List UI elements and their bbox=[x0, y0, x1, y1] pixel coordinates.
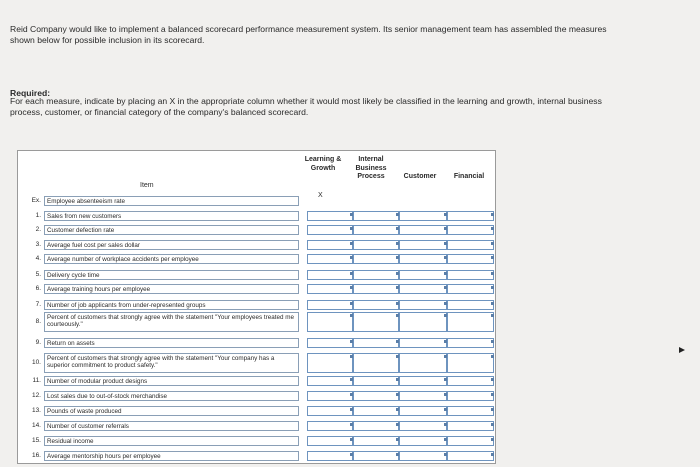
row-item-text: Number of modular product designs bbox=[44, 376, 299, 386]
row-item-text: Residual income bbox=[44, 436, 299, 446]
financial-input[interactable] bbox=[447, 300, 494, 310]
internal-process-input[interactable] bbox=[353, 436, 399, 446]
row-item-text: Lost sales due to out-of-stock merchandise bbox=[44, 391, 299, 401]
financial-input[interactable] bbox=[447, 451, 494, 461]
internal-process-input[interactable] bbox=[353, 254, 399, 264]
row-item-text: Average training hours per employee bbox=[44, 284, 299, 294]
table-row bbox=[17, 376, 494, 386]
financial-input[interactable] bbox=[447, 406, 494, 416]
internal-process-input[interactable] bbox=[353, 312, 399, 332]
item-column-header: Item bbox=[140, 182, 154, 189]
table-row bbox=[17, 421, 494, 431]
table-row bbox=[17, 353, 494, 373]
internal-process-input[interactable] bbox=[353, 406, 399, 416]
table-row bbox=[17, 338, 494, 348]
customer-header: Customer bbox=[403, 173, 437, 180]
row-item-text: Average mentorship hours per employee bbox=[44, 451, 299, 461]
internal-process-input[interactable] bbox=[353, 421, 399, 431]
financial-input[interactable] bbox=[447, 421, 494, 431]
financial-input[interactable] bbox=[447, 225, 494, 235]
learning-growth-input[interactable] bbox=[307, 300, 353, 310]
customer-input[interactable] bbox=[399, 338, 447, 348]
row-item-text: Percent of customers that strongly agree with the statement "Your employees treated me courteously." bbox=[44, 312, 299, 332]
customer-input[interactable] bbox=[399, 225, 447, 235]
financial-input[interactable] bbox=[447, 391, 494, 401]
customer-input[interactable] bbox=[399, 312, 447, 332]
learning-growth-header: Learning & Growth bbox=[304, 156, 342, 172]
table-row bbox=[17, 312, 494, 332]
row-item-text: Number of job applicants from under-represented groups bbox=[44, 300, 299, 310]
internal-process-input[interactable] bbox=[353, 376, 399, 386]
customer-input[interactable] bbox=[399, 211, 447, 221]
learning-growth-input[interactable] bbox=[307, 312, 353, 332]
row-number: 12. bbox=[31, 392, 41, 399]
internal-process-input[interactable] bbox=[353, 284, 399, 294]
customer-input[interactable] bbox=[399, 353, 447, 373]
internal-process-input[interactable] bbox=[353, 240, 399, 250]
learning-growth-input[interactable] bbox=[307, 376, 353, 386]
table-row bbox=[17, 225, 494, 235]
learning-growth-input[interactable] bbox=[307, 284, 353, 294]
example-x-mark: X bbox=[318, 192, 323, 199]
customer-input[interactable] bbox=[399, 300, 447, 310]
row-number: 7. bbox=[35, 301, 41, 308]
row-item-text: Sales from new customers bbox=[44, 211, 299, 221]
row-number: 6. bbox=[35, 285, 41, 292]
customer-input[interactable] bbox=[399, 254, 447, 264]
internal-process-input[interactable] bbox=[353, 451, 399, 461]
financial-header: Financial bbox=[453, 173, 485, 180]
table-row bbox=[17, 196, 494, 206]
cursor-icon bbox=[679, 347, 685, 353]
learning-growth-input[interactable] bbox=[307, 406, 353, 416]
internal-process-input[interactable] bbox=[353, 353, 399, 373]
customer-input[interactable] bbox=[399, 421, 447, 431]
row-item-text: Pounds of waste produced bbox=[44, 406, 299, 416]
internal-process-input[interactable] bbox=[353, 391, 399, 401]
table-row bbox=[17, 270, 494, 280]
learning-growth-input[interactable] bbox=[307, 391, 353, 401]
intro-text: Reid Company would like to implement a balanced scorecard performance measurement system. Its senior management team has assembled the measures shown below for possible inclusion in its scorecard. bbox=[10, 24, 607, 45]
learning-growth-input[interactable] bbox=[307, 338, 353, 348]
internal-process-input[interactable] bbox=[353, 270, 399, 280]
row-number: 13. bbox=[31, 407, 41, 414]
row-item-text: Percent of customers that strongly agree with the statement "Your company has a superior commitment to product safety." bbox=[44, 353, 299, 373]
learning-growth-input[interactable] bbox=[307, 225, 353, 235]
row-item-text: Average number of workplace accidents per employee bbox=[44, 254, 299, 264]
table-row bbox=[17, 240, 494, 250]
internal-process-input[interactable] bbox=[353, 211, 399, 221]
row-number: 2. bbox=[35, 226, 41, 233]
financial-input[interactable] bbox=[447, 338, 494, 348]
financial-input[interactable] bbox=[447, 353, 494, 373]
customer-input[interactable] bbox=[399, 284, 447, 294]
table-row bbox=[17, 436, 494, 446]
table-row bbox=[17, 406, 494, 416]
table-row bbox=[17, 211, 494, 221]
row-item-text: Customer defection rate bbox=[44, 225, 299, 235]
financial-input[interactable] bbox=[447, 270, 494, 280]
learning-growth-input[interactable] bbox=[307, 211, 353, 221]
row-item-text: Average fuel cost per sales dollar bbox=[44, 240, 299, 250]
row-number: 8. bbox=[35, 318, 41, 325]
financial-input[interactable] bbox=[447, 312, 494, 332]
instructions-text: For each measure, indicate by placing an X in the appropriate column whether it would most likely be classified in the learning and growth, internal business process, customer, or financial category of the company's balanced scorecard. bbox=[10, 96, 602, 117]
internal-process-header: Internal Business Process bbox=[355, 156, 387, 180]
learning-growth-input[interactable] bbox=[307, 436, 353, 446]
row-number: 1. bbox=[35, 212, 41, 219]
row-number: 16. bbox=[31, 452, 41, 459]
table-row bbox=[17, 391, 494, 401]
financial-input[interactable] bbox=[447, 211, 494, 221]
customer-input[interactable] bbox=[399, 240, 447, 250]
row-number: 4. bbox=[35, 255, 41, 262]
row-number: 9. bbox=[35, 339, 41, 346]
row-item-text: Delivery cycle time bbox=[44, 270, 299, 280]
row-item-text: Employee absenteeism rate bbox=[44, 196, 299, 206]
table-row bbox=[17, 254, 494, 264]
learning-growth-input[interactable] bbox=[307, 270, 353, 280]
customer-input[interactable] bbox=[399, 270, 447, 280]
learning-growth-input[interactable] bbox=[307, 421, 353, 431]
row-item-text: Number of customer referrals bbox=[44, 421, 299, 431]
financial-input[interactable] bbox=[447, 284, 494, 294]
row-number: 10. bbox=[31, 359, 41, 366]
internal-process-input[interactable] bbox=[353, 338, 399, 348]
table-row bbox=[17, 451, 494, 461]
customer-input[interactable] bbox=[399, 451, 447, 461]
learning-growth-input[interactable] bbox=[307, 451, 353, 461]
customer-input[interactable] bbox=[399, 376, 447, 386]
customer-input[interactable] bbox=[399, 391, 447, 401]
row-number: 5. bbox=[35, 271, 41, 278]
learning-growth-input[interactable] bbox=[307, 353, 353, 373]
internal-process-input[interactable] bbox=[353, 300, 399, 310]
financial-input[interactable] bbox=[447, 436, 494, 446]
internal-process-input[interactable] bbox=[353, 225, 399, 235]
table-row bbox=[17, 300, 494, 310]
customer-input[interactable] bbox=[399, 436, 447, 446]
row-number: 15. bbox=[31, 437, 41, 444]
learning-growth-input[interactable] bbox=[307, 240, 353, 250]
learning-growth-input[interactable] bbox=[307, 254, 353, 264]
financial-input[interactable] bbox=[447, 240, 494, 250]
row-number: 3. bbox=[35, 241, 41, 248]
row-number: Ex. bbox=[31, 197, 41, 204]
financial-input[interactable] bbox=[447, 254, 494, 264]
row-item-text: Return on assets bbox=[44, 338, 299, 348]
customer-input[interactable] bbox=[399, 406, 447, 416]
row-number: 11. bbox=[32, 377, 41, 384]
required-label: Required: bbox=[10, 88, 51, 98]
table-row bbox=[17, 284, 494, 294]
financial-input[interactable] bbox=[447, 376, 494, 386]
row-number: 14. bbox=[31, 422, 41, 429]
